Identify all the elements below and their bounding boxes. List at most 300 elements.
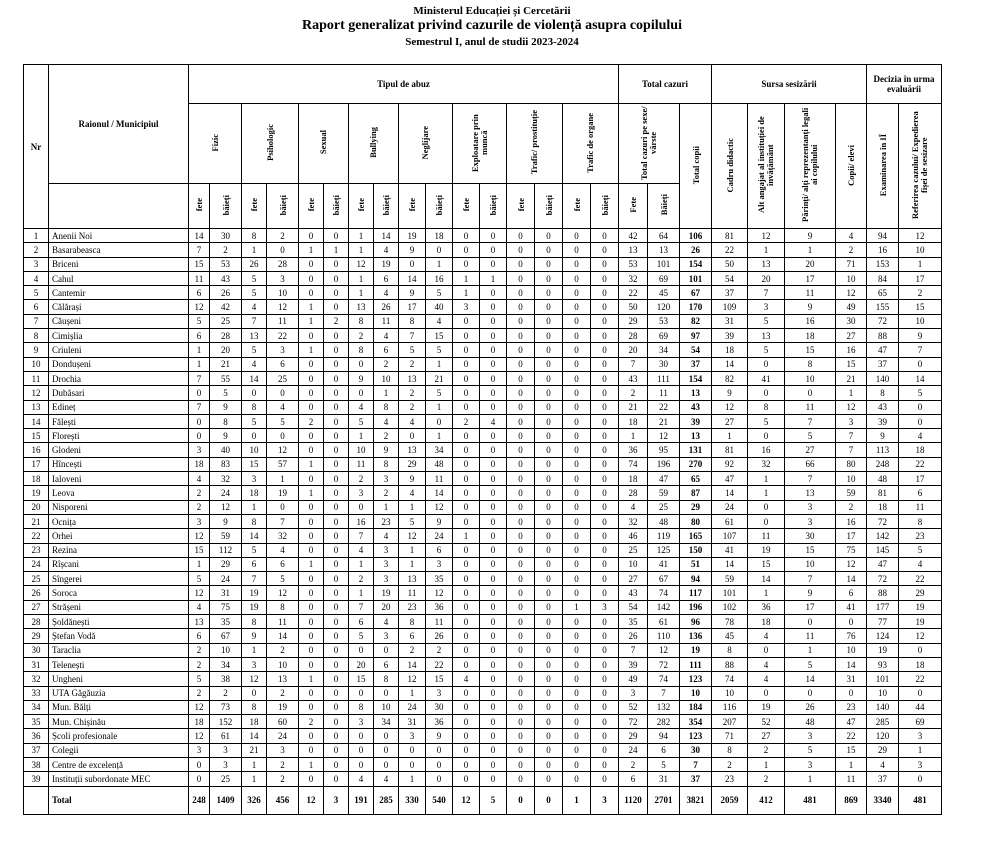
cell-value: 0 xyxy=(591,743,619,757)
cell-value: 10 xyxy=(836,643,867,657)
cell-value: 1 xyxy=(748,472,785,486)
cell-value: 0 xyxy=(507,300,535,314)
cell-value: 0 xyxy=(299,686,324,700)
cell-value: 1 xyxy=(189,557,210,571)
cell-value: 1 xyxy=(899,743,942,757)
cell-value: 6 xyxy=(189,329,210,343)
cell-value: 4 xyxy=(748,657,785,671)
cell-value: 326 xyxy=(242,786,267,814)
cell-value: 14 xyxy=(399,271,426,285)
cell-value: 3 xyxy=(242,472,267,486)
cell-value: 3 xyxy=(591,786,619,814)
cell-value: 0 xyxy=(189,429,210,443)
cell-value: 14 xyxy=(242,729,267,743)
cell-value: 2 xyxy=(189,486,210,500)
cell-value: 0 xyxy=(507,615,535,629)
cell-value: 0 xyxy=(563,329,591,343)
cell-value: 0 xyxy=(453,700,480,714)
cell-value: 7 xyxy=(189,400,210,414)
cell-value: 1 xyxy=(267,472,299,486)
cell-value: 2 xyxy=(374,429,399,443)
cell-value: 19 xyxy=(748,700,785,714)
cell-value: 3 xyxy=(189,443,210,457)
cell-value: 0 xyxy=(507,500,535,514)
cell-value: 0 xyxy=(349,386,374,400)
cell-value: 0 xyxy=(426,243,453,257)
cell-value: 22 xyxy=(836,729,867,743)
cell-value: 24 xyxy=(210,486,242,500)
cell-value: 0 xyxy=(535,543,563,557)
cell-value: 12 xyxy=(267,586,299,600)
cell-value: 0 xyxy=(480,572,507,586)
cell-value: 0 xyxy=(563,557,591,571)
cell-value: 0 xyxy=(426,757,453,771)
col-total-copii: Total copii xyxy=(680,104,712,229)
cell-value: 0 xyxy=(591,715,619,729)
cell-value: 4 xyxy=(899,557,942,571)
cell-value: 0 xyxy=(748,386,785,400)
cell-value: 4 xyxy=(374,329,399,343)
cell-value: 0 xyxy=(324,271,349,285)
cell-value: 0 xyxy=(453,500,480,514)
cell-value: 1 xyxy=(426,257,453,271)
cell-value: 0 xyxy=(591,572,619,586)
cell-value: 0 xyxy=(563,300,591,314)
cell-value: 14 xyxy=(899,371,942,385)
cell-value: 69 xyxy=(648,271,680,285)
cell-value: 67 xyxy=(210,629,242,643)
col-neglijare: Neglijare xyxy=(399,104,453,184)
cell-value: 1 xyxy=(299,486,324,500)
cell-value: 88 xyxy=(867,586,899,600)
cell-value: 0 xyxy=(563,314,591,328)
cell-value: 18 xyxy=(712,343,748,357)
cell-value: 3 xyxy=(399,729,426,743)
table-row xyxy=(24,400,942,414)
cell-value: 12 xyxy=(748,229,785,243)
cell-value: 1 xyxy=(619,429,648,443)
cell-value: 48 xyxy=(867,472,899,486)
cell-value: 0 xyxy=(507,572,535,586)
cell-value: 1 xyxy=(189,357,210,371)
row-number: 19 xyxy=(24,486,49,500)
cell-value: 2 xyxy=(399,643,426,657)
cell-value: 10 xyxy=(836,472,867,486)
cell-value: 54 xyxy=(619,600,648,614)
row-number: 33 xyxy=(24,686,49,700)
cell-value: 0 xyxy=(453,486,480,500)
cell-value: 12 xyxy=(210,500,242,514)
cell-value: 0 xyxy=(748,357,785,371)
cell-value: 7 xyxy=(899,343,942,357)
report-title: Raport generalizat privind cazurile de violență asupra copilului xyxy=(302,18,682,33)
cell-value: 15 xyxy=(836,743,867,757)
cell-value: 1 xyxy=(349,271,374,285)
cell-value: 17 xyxy=(899,472,942,486)
cell-value: 15 xyxy=(785,543,836,557)
cell-value: 0 xyxy=(507,643,535,657)
cell-value: 1 xyxy=(748,243,785,257)
cell-value: 1 xyxy=(242,772,267,786)
cell-value: 0 xyxy=(535,271,563,285)
cell-value: 14 xyxy=(426,486,453,500)
cell-value: 1 xyxy=(399,772,426,786)
sub-fete: fete xyxy=(453,184,480,229)
cell-value: 82 xyxy=(680,314,712,328)
cell-value: 0 xyxy=(535,243,563,257)
cell-value: 101 xyxy=(680,271,712,285)
cell-value: 0 xyxy=(324,700,349,714)
cell-value: 0 xyxy=(480,286,507,300)
cell-value: 21 xyxy=(836,371,867,385)
cell-value: 7 xyxy=(680,757,712,771)
cell-value: 0 xyxy=(299,371,324,385)
cell-value: 32 xyxy=(267,529,299,543)
cell-value: 18 xyxy=(242,486,267,500)
cell-value: 29 xyxy=(899,586,942,600)
cell-value: 0 xyxy=(426,772,453,786)
cell-value: 12 xyxy=(426,500,453,514)
cell-value: 18 xyxy=(242,715,267,729)
cell-value: 1 xyxy=(785,772,836,786)
cell-value: 1 xyxy=(299,757,324,771)
cell-value: 0 xyxy=(267,429,299,443)
cell-value: 0 xyxy=(535,514,563,528)
cell-value: 10 xyxy=(899,314,942,328)
cell-value: 0 xyxy=(189,414,210,428)
row-number: 26 xyxy=(24,586,49,600)
cell-value: 54 xyxy=(712,271,748,285)
cell-value: 5 xyxy=(748,343,785,357)
row-name: Leova xyxy=(49,486,189,500)
cell-value: 16 xyxy=(867,243,899,257)
cell-value: 0 xyxy=(563,743,591,757)
cell-value: 412 xyxy=(748,786,785,814)
cell-value: 49 xyxy=(619,672,648,686)
cell-value: 15 xyxy=(349,672,374,686)
cell-value: 12 xyxy=(242,672,267,686)
cell-value: 0 xyxy=(563,629,591,643)
cell-value: 0 xyxy=(480,357,507,371)
cell-value: 0 xyxy=(563,500,591,514)
cell-value: 0 xyxy=(535,229,563,243)
cell-value: 0 xyxy=(535,486,563,500)
cell-value: 0 xyxy=(480,600,507,614)
cell-value: 34 xyxy=(374,715,399,729)
cell-value: 0 xyxy=(324,615,349,629)
cell-value: 0 xyxy=(507,429,535,443)
cell-value: 30 xyxy=(426,700,453,714)
cell-value: 81 xyxy=(867,486,899,500)
col-total-cazuri: Total cazuri xyxy=(619,65,712,104)
row-name: Cantemir xyxy=(49,286,189,300)
col-empty xyxy=(49,184,189,229)
cell-value: 0 xyxy=(299,643,324,657)
cell-value: 1 xyxy=(899,257,942,271)
cell-value: 0 xyxy=(453,457,480,471)
table-row xyxy=(24,729,942,743)
cell-value: 0 xyxy=(324,686,349,700)
cell-value: 0 xyxy=(563,643,591,657)
cell-value: 0 xyxy=(453,386,480,400)
sub-baieti: băieți xyxy=(267,184,299,229)
table-row xyxy=(24,743,942,757)
row-number: 13 xyxy=(24,400,49,414)
cell-value: 0 xyxy=(453,343,480,357)
cell-value: 14 xyxy=(374,229,399,243)
cell-value: 95 xyxy=(648,443,680,457)
cell-value: 2 xyxy=(836,500,867,514)
cell-value: 0 xyxy=(507,271,535,285)
col-alt-angajat: Alt angajat al instituției de învățământ xyxy=(748,104,785,229)
cell-value: 17 xyxy=(899,271,942,285)
cell-value: 9 xyxy=(785,586,836,600)
cell-value: 18 xyxy=(748,615,785,629)
cell-value: 31 xyxy=(836,672,867,686)
cell-value: 12 xyxy=(399,672,426,686)
cell-value: 140 xyxy=(867,700,899,714)
row-name: Ialoveni xyxy=(49,472,189,486)
row-name: Total xyxy=(49,786,189,814)
cell-value: 32 xyxy=(619,271,648,285)
cell-value: 0 xyxy=(299,572,324,586)
sub-fete: fete xyxy=(189,184,210,229)
cell-value: 8 xyxy=(399,615,426,629)
cell-value: 0 xyxy=(480,715,507,729)
cell-value: 8 xyxy=(349,343,374,357)
cell-value: 0 xyxy=(507,757,535,771)
row-name: Mun. Chișinău xyxy=(49,715,189,729)
cell-value: 2 xyxy=(349,572,374,586)
sub-fete: fete xyxy=(399,184,426,229)
cell-value: 43 xyxy=(619,371,648,385)
row-number: 1 xyxy=(24,229,49,243)
cell-value: 12 xyxy=(648,643,680,657)
cell-value: 0 xyxy=(563,529,591,543)
cell-value: 0 xyxy=(299,271,324,285)
cell-value: 0 xyxy=(563,271,591,285)
col-decizia: Decizia în urma evaluării xyxy=(867,65,942,104)
cell-value: 0 xyxy=(399,757,426,771)
cell-value: 0 xyxy=(374,686,399,700)
cell-value: 0 xyxy=(591,472,619,486)
cell-value: 19 xyxy=(267,486,299,500)
col-examinarea: Examinarea în IÎ xyxy=(867,104,899,229)
cell-value: 5 xyxy=(480,786,507,814)
table-row xyxy=(24,414,942,428)
cell-value: 2 xyxy=(267,772,299,786)
cell-value: 2 xyxy=(349,329,374,343)
cell-value: 14 xyxy=(242,371,267,385)
cell-value: 0 xyxy=(453,586,480,600)
cell-value: 0 xyxy=(480,429,507,443)
cell-value: 14 xyxy=(712,357,748,371)
cell-value: 30 xyxy=(836,314,867,328)
row-name: Fălești xyxy=(49,414,189,428)
row-name: Soroca xyxy=(49,586,189,600)
cell-value: 0 xyxy=(899,643,942,657)
cell-value: 88 xyxy=(712,657,748,671)
cell-value: 22 xyxy=(619,286,648,300)
cell-value: 0 xyxy=(591,414,619,428)
cell-value: 32 xyxy=(619,514,648,528)
cell-value: 0 xyxy=(299,429,324,443)
cell-value: 2701 xyxy=(648,786,680,814)
cell-value: 0 xyxy=(899,400,942,414)
cell-value: 1 xyxy=(349,586,374,600)
row-number: 30 xyxy=(24,643,49,657)
row-name: Dubăsari xyxy=(49,386,189,400)
cell-value: 1 xyxy=(712,429,748,443)
cell-value: 5 xyxy=(189,572,210,586)
cell-value: 0 xyxy=(324,400,349,414)
table-row xyxy=(24,500,942,514)
cell-value: 0 xyxy=(563,286,591,300)
cell-value: 8 xyxy=(210,414,242,428)
cell-value: 12 xyxy=(899,229,942,243)
cell-value: 120 xyxy=(648,300,680,314)
cell-value: 12 xyxy=(299,786,324,814)
cell-value: 41 xyxy=(648,557,680,571)
cell-value: 0 xyxy=(899,414,942,428)
cell-value: 0 xyxy=(563,371,591,385)
cell-value: 111 xyxy=(648,371,680,385)
cell-value: 0 xyxy=(563,657,591,671)
cell-value: 5 xyxy=(349,414,374,428)
cell-value: 2 xyxy=(899,286,942,300)
row-name: Florești xyxy=(49,429,189,443)
cell-value: 4 xyxy=(267,543,299,557)
cell-value: 0 xyxy=(563,243,591,257)
cell-value: 0 xyxy=(591,757,619,771)
cell-value: 123 xyxy=(680,672,712,686)
cell-value: 0 xyxy=(507,486,535,500)
cell-value: 0 xyxy=(535,715,563,729)
cell-value: 155 xyxy=(867,300,899,314)
cell-value: 0 xyxy=(324,715,349,729)
cell-value: 8 xyxy=(374,457,399,471)
row-number: 15 xyxy=(24,429,49,443)
cell-value: 14 xyxy=(712,557,748,571)
cell-value: 61 xyxy=(648,615,680,629)
row-name: Telenești xyxy=(49,657,189,671)
cell-value: 0 xyxy=(374,757,399,771)
cell-value: 0 xyxy=(535,500,563,514)
cell-value: 1120 xyxy=(619,786,648,814)
cell-value: 17 xyxy=(836,529,867,543)
cell-value: 0 xyxy=(563,386,591,400)
row-number: 36 xyxy=(24,729,49,743)
cell-value: 0 xyxy=(299,329,324,343)
cell-value: 4 xyxy=(242,357,267,371)
cell-value: 0 xyxy=(480,700,507,714)
cell-value: 42 xyxy=(619,229,648,243)
cell-value: 0 xyxy=(399,257,426,271)
cell-value: 14 xyxy=(836,572,867,586)
cell-value: 47 xyxy=(867,343,899,357)
cell-value: 3 xyxy=(426,686,453,700)
cell-value: 28 xyxy=(619,329,648,343)
cell-value: 4 xyxy=(349,543,374,557)
cell-value: 119 xyxy=(648,529,680,543)
cell-value: 29 xyxy=(399,457,426,471)
cell-value: 0 xyxy=(785,686,836,700)
cell-value: 152 xyxy=(210,715,242,729)
cell-value: 0 xyxy=(591,343,619,357)
col-sexual: Sexual xyxy=(299,104,349,184)
cell-value: 0 xyxy=(535,429,563,443)
cell-value: 0 xyxy=(324,529,349,543)
cell-value: 4 xyxy=(374,529,399,543)
cell-value: 7 xyxy=(242,572,267,586)
cell-value: 0 xyxy=(535,729,563,743)
table-row xyxy=(24,715,942,729)
cell-value: 140 xyxy=(867,371,899,385)
cell-value: 80 xyxy=(836,457,867,471)
cell-value: 0 xyxy=(299,472,324,486)
cell-value: 26 xyxy=(426,629,453,643)
cell-value: 51 xyxy=(680,557,712,571)
cell-value: 0 xyxy=(563,257,591,271)
cell-value: 44 xyxy=(899,700,942,714)
cell-value: 9 xyxy=(712,386,748,400)
cell-value: 88 xyxy=(867,329,899,343)
cell-value: 0 xyxy=(324,572,349,586)
cell-value: 9 xyxy=(210,400,242,414)
cell-value: 18 xyxy=(899,657,942,671)
cell-value: 0 xyxy=(299,500,324,514)
cell-value: 3 xyxy=(267,743,299,757)
cell-value: 0 xyxy=(535,472,563,486)
cell-value: 0 xyxy=(535,371,563,385)
cell-value: 67 xyxy=(680,286,712,300)
cell-value: 7 xyxy=(619,357,648,371)
cell-value: 72 xyxy=(867,572,899,586)
cell-value: 22 xyxy=(267,329,299,343)
table-row xyxy=(24,700,942,714)
cell-value: 8 xyxy=(242,400,267,414)
cell-value: 2 xyxy=(836,243,867,257)
cell-value: 72 xyxy=(867,514,899,528)
cell-value: 0 xyxy=(591,329,619,343)
cell-value: 2 xyxy=(619,757,648,771)
cell-value: 34 xyxy=(426,443,453,457)
cell-value: 72 xyxy=(648,657,680,671)
cell-value: 35 xyxy=(426,572,453,586)
cell-value: 8 xyxy=(374,672,399,686)
cell-value: 13 xyxy=(349,300,374,314)
row-name: Briceni xyxy=(49,257,189,271)
row-name: Instituții subordonate MEC xyxy=(49,772,189,786)
cell-value: 0 xyxy=(480,543,507,557)
row-number: 32 xyxy=(24,672,49,686)
cell-value: 15 xyxy=(899,300,942,314)
cell-value: 13 xyxy=(619,243,648,257)
table-row xyxy=(24,772,942,786)
row-number: 23 xyxy=(24,543,49,557)
cell-value: 0 xyxy=(324,457,349,471)
cell-value: 0 xyxy=(507,686,535,700)
cell-value: 0 xyxy=(748,686,785,700)
cell-value: 24 xyxy=(712,500,748,514)
cell-value: 19 xyxy=(242,586,267,600)
cell-value: 2 xyxy=(619,386,648,400)
cell-value: 2 xyxy=(712,757,748,771)
cell-value: 117 xyxy=(680,586,712,600)
cell-value: 0 xyxy=(836,615,867,629)
cell-value: 4 xyxy=(349,400,374,414)
cell-value: 0 xyxy=(267,386,299,400)
